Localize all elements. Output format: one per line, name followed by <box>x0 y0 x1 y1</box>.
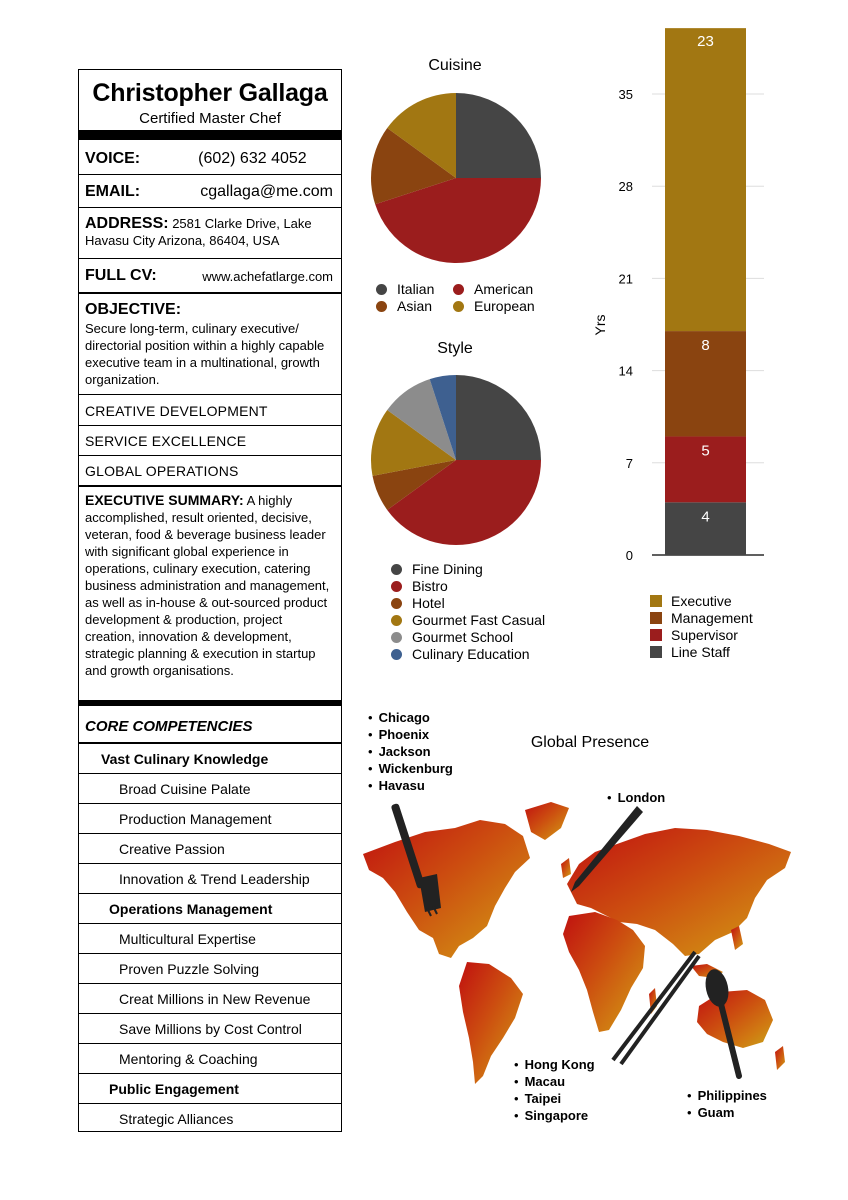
legend-label: Culinary Education <box>412 646 530 662</box>
legend-swatch <box>453 284 464 295</box>
bar-data-label: 8 <box>701 337 710 355</box>
map-title: Global Presence <box>530 734 650 751</box>
legend-label: Asian <box>397 298 433 314</box>
capability-item: SERVICE EXCELLENCE <box>79 427 341 456</box>
candidate-title: Certified Master Chef <box>139 110 281 127</box>
legend-label: Supervisor <box>671 627 738 643</box>
address-row <box>79 209 341 259</box>
objective-text: Secure long-term, culinary executive/ directorial position within a highly capable executive team in a multinational, growth organization. <box>85 321 325 387</box>
competency-item: Save Millions by Cost Control <box>79 1013 341 1043</box>
greenland-shape <box>525 802 569 840</box>
competency-item: Strategic Alliances <box>79 1103 341 1133</box>
legend-item <box>391 612 545 628</box>
legend-swatch <box>650 629 662 641</box>
y-tick-label: 0 <box>625 548 633 563</box>
legend-item <box>650 627 738 643</box>
address-value: 2581 Clarke Drive, Lake Havasu City Arizona, 86404, USA <box>85 216 312 248</box>
competency-item: Mentoring & Coaching <box>79 1043 341 1073</box>
experience-bar-chart <box>580 33 780 570</box>
legend-swatch <box>376 284 387 295</box>
legend-swatch <box>650 612 662 624</box>
legend-label: Gourmet Fast Casual <box>412 612 546 628</box>
city-label: • Phoenix <box>368 727 429 742</box>
legend-swatch <box>376 301 387 312</box>
legend-label: Management <box>671 610 753 626</box>
summary-label: EXECUTIVE SUMMARY: <box>85 492 244 508</box>
city-label: • Singapore <box>514 1108 588 1123</box>
competency-item: Creat Millions in New Revenue <box>79 983 341 1013</box>
legend-item <box>650 610 753 626</box>
y-tick-label: 7 <box>625 455 633 471</box>
north-america-shape <box>363 820 530 958</box>
legend-label: American <box>474 281 534 297</box>
legend-swatch <box>391 598 402 609</box>
bar-data-label: 5 <box>701 442 710 460</box>
legend-swatch <box>391 564 402 575</box>
y-tick-label: 14 <box>618 363 633 379</box>
voice-row <box>79 143 341 175</box>
email-label: EMAIL: <box>85 182 141 200</box>
australia-shape <box>697 990 773 1048</box>
competency-item: Multicultural Expertise <box>79 923 341 953</box>
style-pie-chart <box>368 372 544 548</box>
competencies-title: CORE COMPETENCIES <box>79 711 341 743</box>
address-label: ADDRESS: <box>85 215 169 232</box>
email-value[interactable]: cgallaga@me.com <box>200 182 333 200</box>
pie-slice-italian <box>456 93 541 178</box>
cuisine-chart-title: Cuisine <box>428 57 482 74</box>
objective-block <box>79 296 341 395</box>
legend-item <box>391 646 530 662</box>
legend-item <box>453 298 535 314</box>
city-label: • London <box>607 790 665 805</box>
legend-item <box>650 593 732 609</box>
competency-item: Production Management <box>79 803 341 833</box>
city-label: • Macau <box>514 1074 565 1089</box>
competency-item: Proven Puzzle Solving <box>79 953 341 983</box>
city-label: • Jackson <box>368 744 431 759</box>
y-axis-label: Yrs <box>592 314 608 336</box>
world-map <box>355 780 805 1100</box>
city-label: • Chicago <box>368 710 430 725</box>
competency-item: Broad Cuisine Palate <box>79 773 341 803</box>
candidate-name: Christopher Gallaga <box>92 79 328 107</box>
summary-text: A highly accomplished, result oriented, decisive, veteran, food & beverage business leader with significant global experience in operations, culinary execution, catering business administration and management, as well as in-house & out-sourced product development & production, project creation, innovation & development, strategic planning & execution in startup and growth organisations. <box>85 493 330 678</box>
style-chart-title: Style <box>437 340 473 357</box>
voice-label: VOICE: <box>85 149 141 167</box>
capability-item: CREATIVE DEVELOPMENT <box>79 396 341 426</box>
bar-data-label: 4 <box>701 508 710 526</box>
city-label: • Guam <box>687 1105 734 1120</box>
legend-label: Line Staff <box>671 644 730 660</box>
legend-swatch <box>391 649 402 660</box>
legend-swatch <box>391 581 402 592</box>
y-tick-label: 21 <box>618 271 633 287</box>
legend-item <box>376 281 434 297</box>
y-tick-label: 28 <box>618 179 633 195</box>
legend-swatch <box>391 632 402 643</box>
legend-label: Executive <box>671 593 732 609</box>
email-row <box>79 176 341 208</box>
legend-item <box>391 629 513 645</box>
legend-label: Hotel <box>412 595 445 611</box>
legend-item <box>391 578 448 594</box>
legend-item <box>650 644 730 660</box>
city-label: • Philippines <box>687 1088 767 1103</box>
pie-slice-fine-dining <box>456 375 541 460</box>
cv-label: FULL CV: <box>85 267 157 284</box>
cv-link[interactable]: www.achefatlarge.com <box>202 268 333 284</box>
competency-item: Creative Passion <box>79 833 341 863</box>
legend-label: European <box>474 298 535 314</box>
voice-value[interactable]: (602) 632 4052 <box>198 149 307 167</box>
new-zealand-shape <box>775 1046 785 1070</box>
summary-block <box>79 488 341 706</box>
y-tick-label: 35 <box>618 87 633 102</box>
city-label: • Hong Kong <box>514 1057 595 1072</box>
legend-swatch <box>650 595 662 607</box>
legend-item <box>391 595 445 611</box>
cuisine-pie-chart <box>368 90 544 266</box>
legend-label: Italian <box>397 281 435 297</box>
city-label: • Havasu <box>368 778 425 793</box>
city-label: • Wickenburg <box>368 761 453 776</box>
capability-item: GLOBAL OPERATIONS <box>79 457 341 487</box>
competency-group: Public Engagement <box>79 1073 341 1103</box>
legend-swatch <box>650 646 662 658</box>
legend-item <box>453 281 533 297</box>
philippines-shape <box>731 926 743 950</box>
legend-label: Fine Dining <box>412 561 483 577</box>
legend-label: Gourmet School <box>412 629 514 645</box>
competency-group: Vast Culinary Knowledge <box>79 743 341 773</box>
british-isles-shape <box>561 858 571 878</box>
legend-label: Bistro <box>412 578 448 594</box>
legend-item <box>376 298 432 314</box>
cv-row <box>79 260 341 294</box>
resume-sidebar <box>78 69 342 1132</box>
legend-swatch <box>391 615 402 626</box>
competency-item: Innovation & Trend Leadership <box>79 863 341 893</box>
africa-shape <box>563 912 645 1032</box>
city-label: • Taipei <box>514 1091 561 1106</box>
objective-label: OBJECTIVE: <box>85 301 182 318</box>
legend-item <box>391 561 483 577</box>
bar-segment-executive <box>665 28 746 331</box>
competency-group: Operations Management <box>79 893 341 923</box>
bar-data-label: 23 <box>697 33 714 51</box>
legend-swatch <box>453 301 464 312</box>
name-block <box>79 70 341 140</box>
